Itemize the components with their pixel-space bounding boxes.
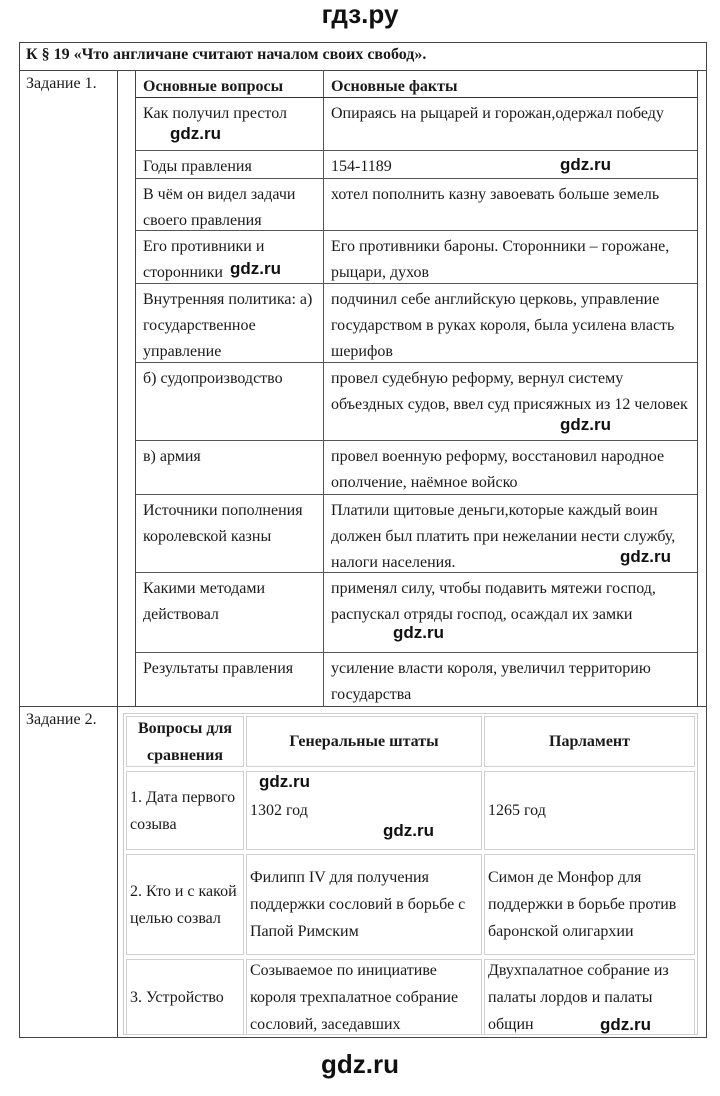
- row-answer: 154-1189: [331, 158, 392, 175]
- site-header-logo: гдз.ру: [321, 0, 399, 29]
- row-estates: 1302 год: [246, 771, 482, 850]
- row-question: Внутренняя политика: а) государственное управление: [136, 284, 324, 362]
- site-footer-logo: gdz.ru: [321, 1049, 399, 1079]
- watermark: gdz.ru: [170, 124, 221, 143]
- row-question: 2. Кто и с какой целью созвал: [126, 854, 244, 955]
- watermark: gdz.ru: [259, 772, 310, 791]
- task-1-label: Задание 1.: [20, 71, 118, 706]
- table-row: [136, 179, 697, 231]
- row-estates: Созываемое по инициативе короля трехпалатное собрание сословий, заседавших: [246, 959, 482, 1035]
- header-questions: Основные вопросы: [136, 71, 324, 97]
- watermark: gdz.ru: [383, 821, 434, 840]
- row-answer: применял силу, чтобы подавить мятежи господ, распускал отряды господ, осаждал их замки: [331, 580, 656, 623]
- table-row: [136, 151, 697, 179]
- task-1-table: [135, 71, 698, 707]
- row-question: Результаты правления: [136, 653, 324, 707]
- row-answer: Опираясь на рыцарей и горожан,одержал победу: [331, 105, 664, 122]
- row-parliament: 1265 год: [484, 771, 695, 850]
- table-row: [136, 495, 697, 573]
- watermark: gdz.ru: [560, 155, 611, 174]
- table-row: [136, 284, 697, 363]
- watermark: gdz.ru: [600, 1015, 651, 1034]
- task-2-label: Задание 2.: [20, 707, 118, 1037]
- row-answer: Платили щитовые деньги,которые каждый воин должен был платить при нежелании нести службу, налоги населения.: [331, 502, 676, 571]
- table-row: [124, 852, 697, 957]
- row-question: Какими методами действовал: [136, 573, 324, 652]
- watermark: gdz.ru: [230, 259, 281, 278]
- table-row: [136, 441, 697, 495]
- row-question: б) судопроизводство: [136, 363, 324, 440]
- section-title: К § 19 «Что англичане считают началом своих свобод».: [20, 43, 706, 71]
- row-answer: хотел пополнить казну завоевать больше земель: [331, 186, 660, 203]
- row-question: Источники пополнения королевской казны: [136, 495, 324, 572]
- row-parliament: Двухпалатное собрание из палаты лордов и палаты общин: [484, 959, 695, 1035]
- task-2-table: [123, 713, 698, 1035]
- header-estates-general: Генеральные штаты: [246, 716, 482, 767]
- row-question: 3. Устройство: [126, 959, 244, 1035]
- watermark: gdz.ru: [620, 547, 671, 566]
- table-row: [136, 231, 697, 284]
- task-2-section: [20, 707, 706, 1037]
- table-header-row: [124, 714, 697, 769]
- row-answer: усиление власти короля, увеличил территорию государства: [331, 660, 651, 703]
- header-parliament: Парламент: [484, 716, 695, 767]
- row-question: 1. Дата первого созыва: [126, 771, 244, 850]
- homework-table: [19, 42, 707, 1038]
- row-question: Как получил престол: [136, 98, 324, 150]
- row-answer: провел военную реформу, восстановил народное ополчение, наёмное войско: [331, 448, 665, 491]
- row-parliament: Симон де Монфор для поддержки в борьбе против баронской олигархии: [484, 854, 695, 955]
- watermark: gdz.ru: [560, 415, 611, 434]
- row-answer: подчинил себе английскую церковь, управление государством в руках короля, была усилена власть шерифов: [331, 291, 675, 360]
- header-facts: Основные факты: [331, 78, 458, 95]
- row-question: В чём он видел задачи своего правления: [136, 179, 324, 230]
- header-questions: Вопросы для сравнения: [126, 716, 244, 767]
- table-header-row: [136, 71, 697, 98]
- table-row: [136, 363, 697, 441]
- row-question: в) армия: [136, 441, 324, 494]
- row-question: Его противники и сторонники: [136, 231, 324, 283]
- row-question: Годы правления: [136, 151, 324, 178]
- table-row: [136, 653, 697, 707]
- watermark: gdz.ru: [393, 623, 444, 642]
- row-answer: провел судебную реформу, вернул систему объездных судов, ввел суд присяжных из 12 человек: [331, 370, 688, 413]
- row-estates: Филипп IV для получения поддержки сословий в борьбе с Папой Римским: [246, 854, 482, 955]
- row-answer: Его противники бароны. Сторонники – горожане, рыцари, духов: [331, 238, 670, 281]
